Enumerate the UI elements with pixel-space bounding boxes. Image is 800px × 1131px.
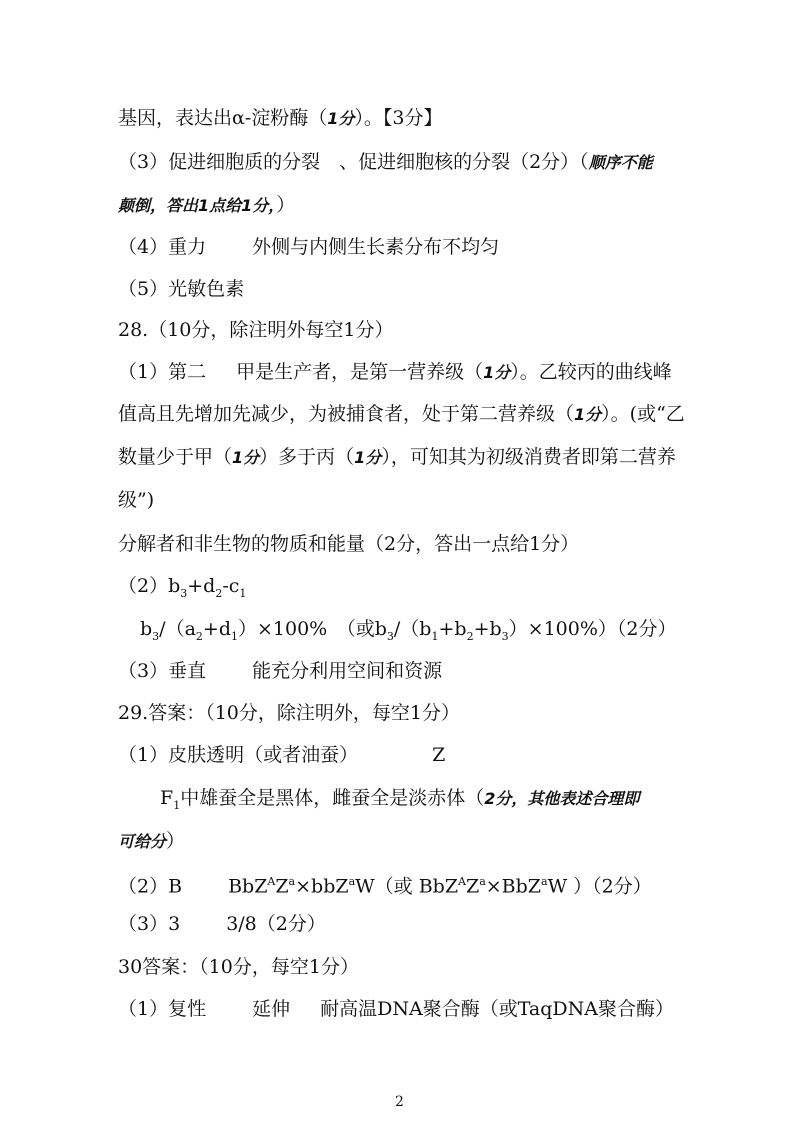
answer-line-7: [118, 360, 672, 385]
line-text: 能充分利用空间和资源: [252, 660, 443, 682]
line-text: ），可知其为初级消费者即第二营养: [381, 446, 676, 468]
line-text: （2）b: [118, 575, 181, 597]
line-text: Z: [432, 744, 446, 766]
line-text: 30答案：（10分，每空1分）: [118, 956, 359, 978]
handwritten-note: 1分: [327, 109, 355, 128]
line-text: +d: [202, 618, 231, 640]
line-text: 外侧与内侧生长素分布不均匀: [252, 236, 500, 258]
subscript: 3: [386, 629, 394, 643]
line-text: （2）B: [118, 875, 183, 898]
line-text: +d: [187, 575, 216, 597]
line-text: （5）光敏色素: [118, 278, 245, 300]
formula-line-13: [140, 617, 677, 649]
line-text: +b: [438, 618, 467, 640]
answer-line-10: [118, 488, 154, 512]
line-text: 分解者和非生物的物质和能量（2分，答出一点给1分）: [118, 533, 580, 555]
subscript: 1: [231, 629, 238, 643]
answer-line-22: [118, 997, 674, 1021]
genotype-line-19: [118, 870, 652, 898]
subscript: 3: [152, 629, 160, 643]
handwritten-note: 可给分: [118, 832, 167, 851]
answer-line-3: [118, 193, 295, 218]
line-text: 中雄蚕全是黑体，雌蚕全是淡赤体（: [180, 787, 485, 809]
subscript: 2: [466, 629, 474, 643]
handwritten-note: 1分: [483, 363, 511, 382]
superscript: a: [348, 875, 356, 888]
line-text: ）×100% （或b: [238, 618, 387, 640]
superscript: a: [479, 875, 486, 888]
line-text: 甲是生产者，是第一营养级（: [236, 361, 484, 383]
line-text: F: [160, 787, 174, 809]
line-text: ）×100%）（2分）: [508, 618, 677, 640]
line-text: （4）重力: [118, 236, 207, 258]
superscript: a: [541, 875, 548, 888]
line-text: /（a: [159, 618, 196, 640]
line-text: 值高且先增加先减少，为被捕食者，处于第二营养级（: [118, 403, 575, 425]
line-text: 级”): [118, 489, 155, 511]
answer-line-16: [118, 743, 445, 767]
line-text: ）。(或“乙: [601, 403, 685, 425]
line-text: W（或 BbZ: [355, 875, 459, 898]
answer-line-14: [118, 659, 442, 683]
line-text: ×BbZ: [485, 875, 541, 898]
answer-line-9: [118, 445, 676, 470]
line-text: W ）（2分）: [547, 875, 652, 898]
line-text: Z: [465, 875, 480, 898]
line-text: 数量少于甲（: [118, 446, 233, 468]
answer-line-5: [118, 277, 244, 301]
handwritten-note: 2分，其他表述合理即: [484, 789, 640, 808]
line-text: ）。乙较丙的曲线峰: [510, 361, 672, 383]
line-text: （1）皮肤透明（或者油蚕）: [118, 744, 359, 766]
answer-line-11: [118, 532, 579, 556]
line-text: ）。【3分】: [354, 107, 443, 129]
subscript: 1: [173, 798, 181, 812]
line-text: -c: [222, 575, 240, 597]
line-text: （1）复性: [118, 998, 207, 1020]
subscript: 3: [180, 586, 188, 600]
subscript: 1: [239, 586, 247, 600]
line-text: BbZ: [228, 875, 268, 898]
line-text: （3）垂直: [118, 660, 207, 682]
subscript: 1: [431, 629, 439, 643]
line-text: Z: [275, 875, 289, 898]
handwritten-note: 1分: [232, 448, 260, 467]
answer-line-4: [118, 235, 499, 259]
page-number: 2: [395, 1094, 404, 1110]
formula-line-12: [118, 574, 246, 606]
line-text: 耐高温DNA聚合酶（或TaqDNA聚合酶）: [320, 998, 674, 1020]
line-text: （3）3: [118, 913, 181, 935]
subscript: 3: [501, 629, 509, 643]
answer-line-1: [118, 106, 443, 131]
line-text: ×bbZ: [295, 875, 349, 898]
line-text: +b: [473, 618, 502, 640]
answer-line-20: [118, 912, 326, 936]
answer-line-18: [118, 829, 185, 854]
line-text: ）: [166, 830, 186, 852]
line-text: 3/8（2分）: [226, 913, 326, 935]
line-text: （3）促进细胞质的分裂 、促进细胞核的分裂（2分）（: [118, 151, 589, 173]
answer-line-17: [160, 786, 639, 818]
line-text: 28.（10分，除注明外每空1分）: [118, 319, 394, 341]
handwritten-note: 1分: [354, 448, 382, 467]
handwritten-note: 1分: [574, 405, 602, 424]
superscript: a: [288, 875, 296, 888]
handwritten-note: 颠倒，答出1点给1分，: [118, 196, 277, 215]
question-29-header: [118, 701, 460, 725]
answer-line-8: [118, 402, 685, 427]
superscript: A: [458, 875, 466, 888]
line-text: /（b: [393, 618, 432, 640]
line-text: ）多于丙（: [259, 446, 355, 468]
answer-line-2: [118, 150, 653, 175]
line-text: ）: [276, 194, 296, 216]
subscript: 2: [195, 629, 203, 643]
line-text: b: [140, 618, 153, 640]
line-text: 延伸: [252, 998, 291, 1020]
line-text: 基因，表达出α-淀粉酶（: [118, 107, 328, 129]
question-28-header: [118, 318, 393, 342]
superscript: A: [267, 875, 276, 888]
line-text: （1）第二: [118, 361, 207, 383]
question-30-header: [118, 955, 359, 979]
handwritten-note: 顺序不能: [588, 153, 653, 172]
subscript: 2: [215, 586, 223, 600]
line-text: 29.答案：（10分，除注明外，每空1分）: [118, 702, 460, 724]
